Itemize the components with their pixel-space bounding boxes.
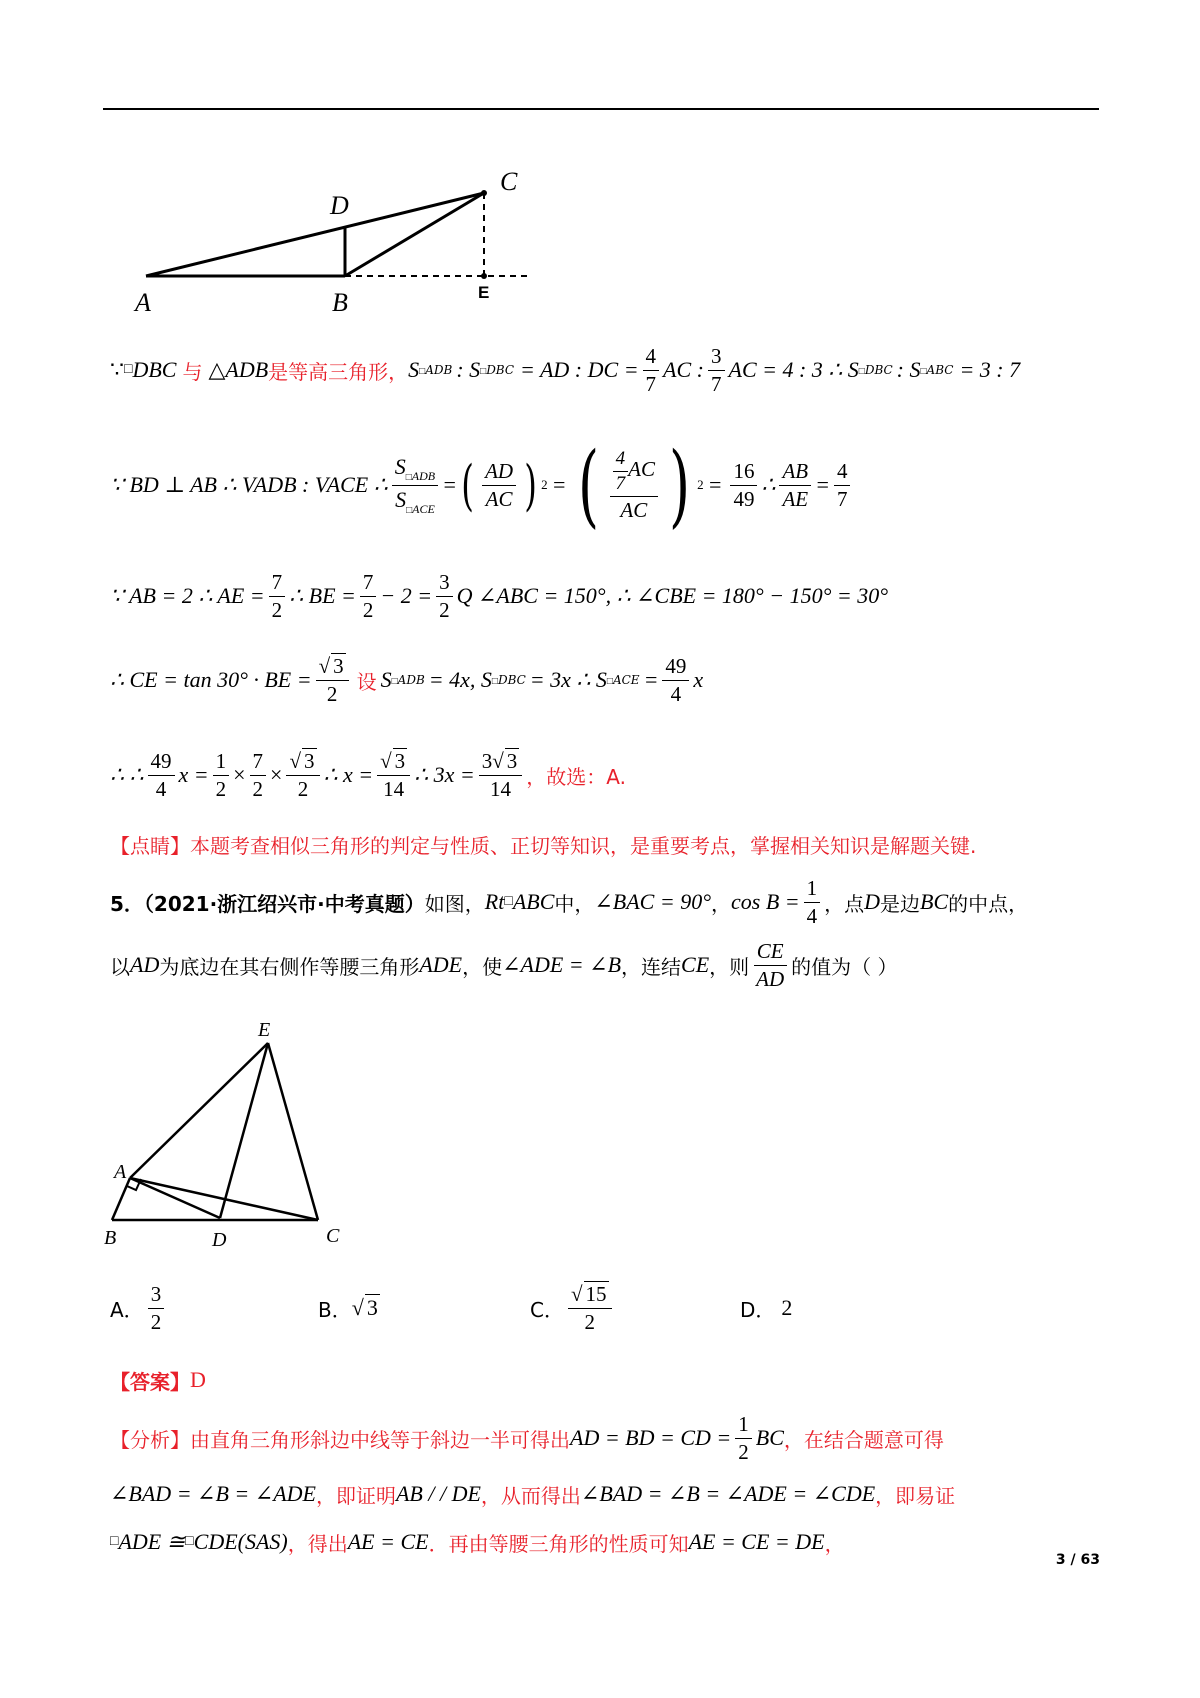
label-a: A	[135, 288, 151, 317]
label-e: E	[258, 1019, 271, 1041]
header-rule	[103, 108, 1099, 110]
label-d: D	[212, 1229, 227, 1250]
question-5-stem-1: 5．（2021·浙江绍兴市·中考真题） 如图， Rt □ ABC 中， ∠BAC = 90° ， cos B = $\frac{1}{4}$ ，点 D 是边 BC 的中点，	[110, 876, 1029, 928]
figure-right-triangle-ade	[100, 1010, 360, 1250]
solution-line-1: ∵ □ DBC 与 △ ADB 是等高三角形， S □ADB : S □DBC = AD : DC = $\frac{4}{7}$ AC : $\frac{3}{7}$ AC = 4 : 3 ∴ S □DBC : S □ABC = 3 : 7	[110, 344, 1021, 396]
solution-line-2: ∵ BD ⊥ AB ∴ VADB : VACE ∴ $\frac{S_{□ADB}}{S_{□ACE}}$ = ( $\frac{AD}{AC}$ ) 2 = ( $\frac{4}{7}$ AC AC ) 2 = $\frac{16}{49}$ ∴ $\frac{AB}{AE}$ = $\frac{4}{7}$	[110, 430, 854, 540]
figure-triangle-adb-ace	[120, 160, 540, 330]
analysis-line-1: 【分析】 由直角三角形斜边中线等于斜边一半可得出 AD = BD = CD = $\frac{1}{2}$ BC ，在结合题意可得	[110, 1412, 944, 1464]
label-e: E	[478, 283, 490, 302]
solution-comment: 【点睛】本题考查相似三角形的判定与性质、正切等知识，是重要考点，掌握相关知识是解题关键.	[110, 833, 977, 858]
label-b: B	[332, 288, 348, 317]
label-d: D	[330, 191, 349, 220]
solution-line-5: ∴ ∴ $\frac{49}{4}$ x = $\frac{1}{2}$ × $\frac{7}{2}$ × $\frac{√ 3}{2}$ ∴ x = $\frac{√ 3}{14}$ ∴ 3x = $\frac{3√ 3}{14}$ ，故选：A.	[110, 749, 626, 801]
solution-line-4: ∴ CE = tan 30° · BE = $\frac{√ 3}{2}$ 设 S □ADB = 4x, S □DBC = 3x ∴ S □ACE = $\frac{49}{4}$ x	[110, 654, 704, 706]
option-a[interactable]: A． $\frac{3}{2}$	[110, 1268, 168, 1348]
label-c: C	[500, 167, 518, 196]
label-b: B	[104, 1227, 117, 1249]
option-b[interactable]: B． √ 3	[318, 1295, 378, 1322]
answer-line: 【答案】 D	[110, 1367, 206, 1394]
label-a: A	[114, 1161, 127, 1183]
analysis-line-2: ∠BAD = ∠B = ∠ADE ，即证明 AB / / DE ，从而得出 ∠BAD = ∠B = ∠ADE = ∠CDE ，即易证	[110, 1481, 956, 1508]
label-c: C	[326, 1225, 340, 1247]
page-number: 3 / 63	[1055, 1552, 1100, 1568]
option-c[interactable]: C． $\frac{√ 15}{2}$	[530, 1268, 616, 1348]
analysis-line-3: □ ADE ≅ □ CDE(SAS) ，得出 AE = CE ．再由等腰三角形的性质可知 AE = CE = DE ，	[110, 1529, 845, 1556]
solution-line-3: ∵ AB = 2 ∴ AE = $\frac{7}{2}$ ∴ BE = $\frac{7}{2}$ − 2 = $\frac{3}{2}$ Q ∠ABC = 150°, ∴ ∠CBE = 180° − 150° = 30°	[110, 570, 889, 622]
option-d[interactable]: D． 2	[740, 1295, 793, 1322]
question-5-stem-2: 以 AD 为底边在其右侧作等腰三角形 ADE ，使 ∠ADE = ∠B ，连结 CE ，则 $\frac{CE}{AD}$ 的值为（ ）	[110, 939, 898, 991]
